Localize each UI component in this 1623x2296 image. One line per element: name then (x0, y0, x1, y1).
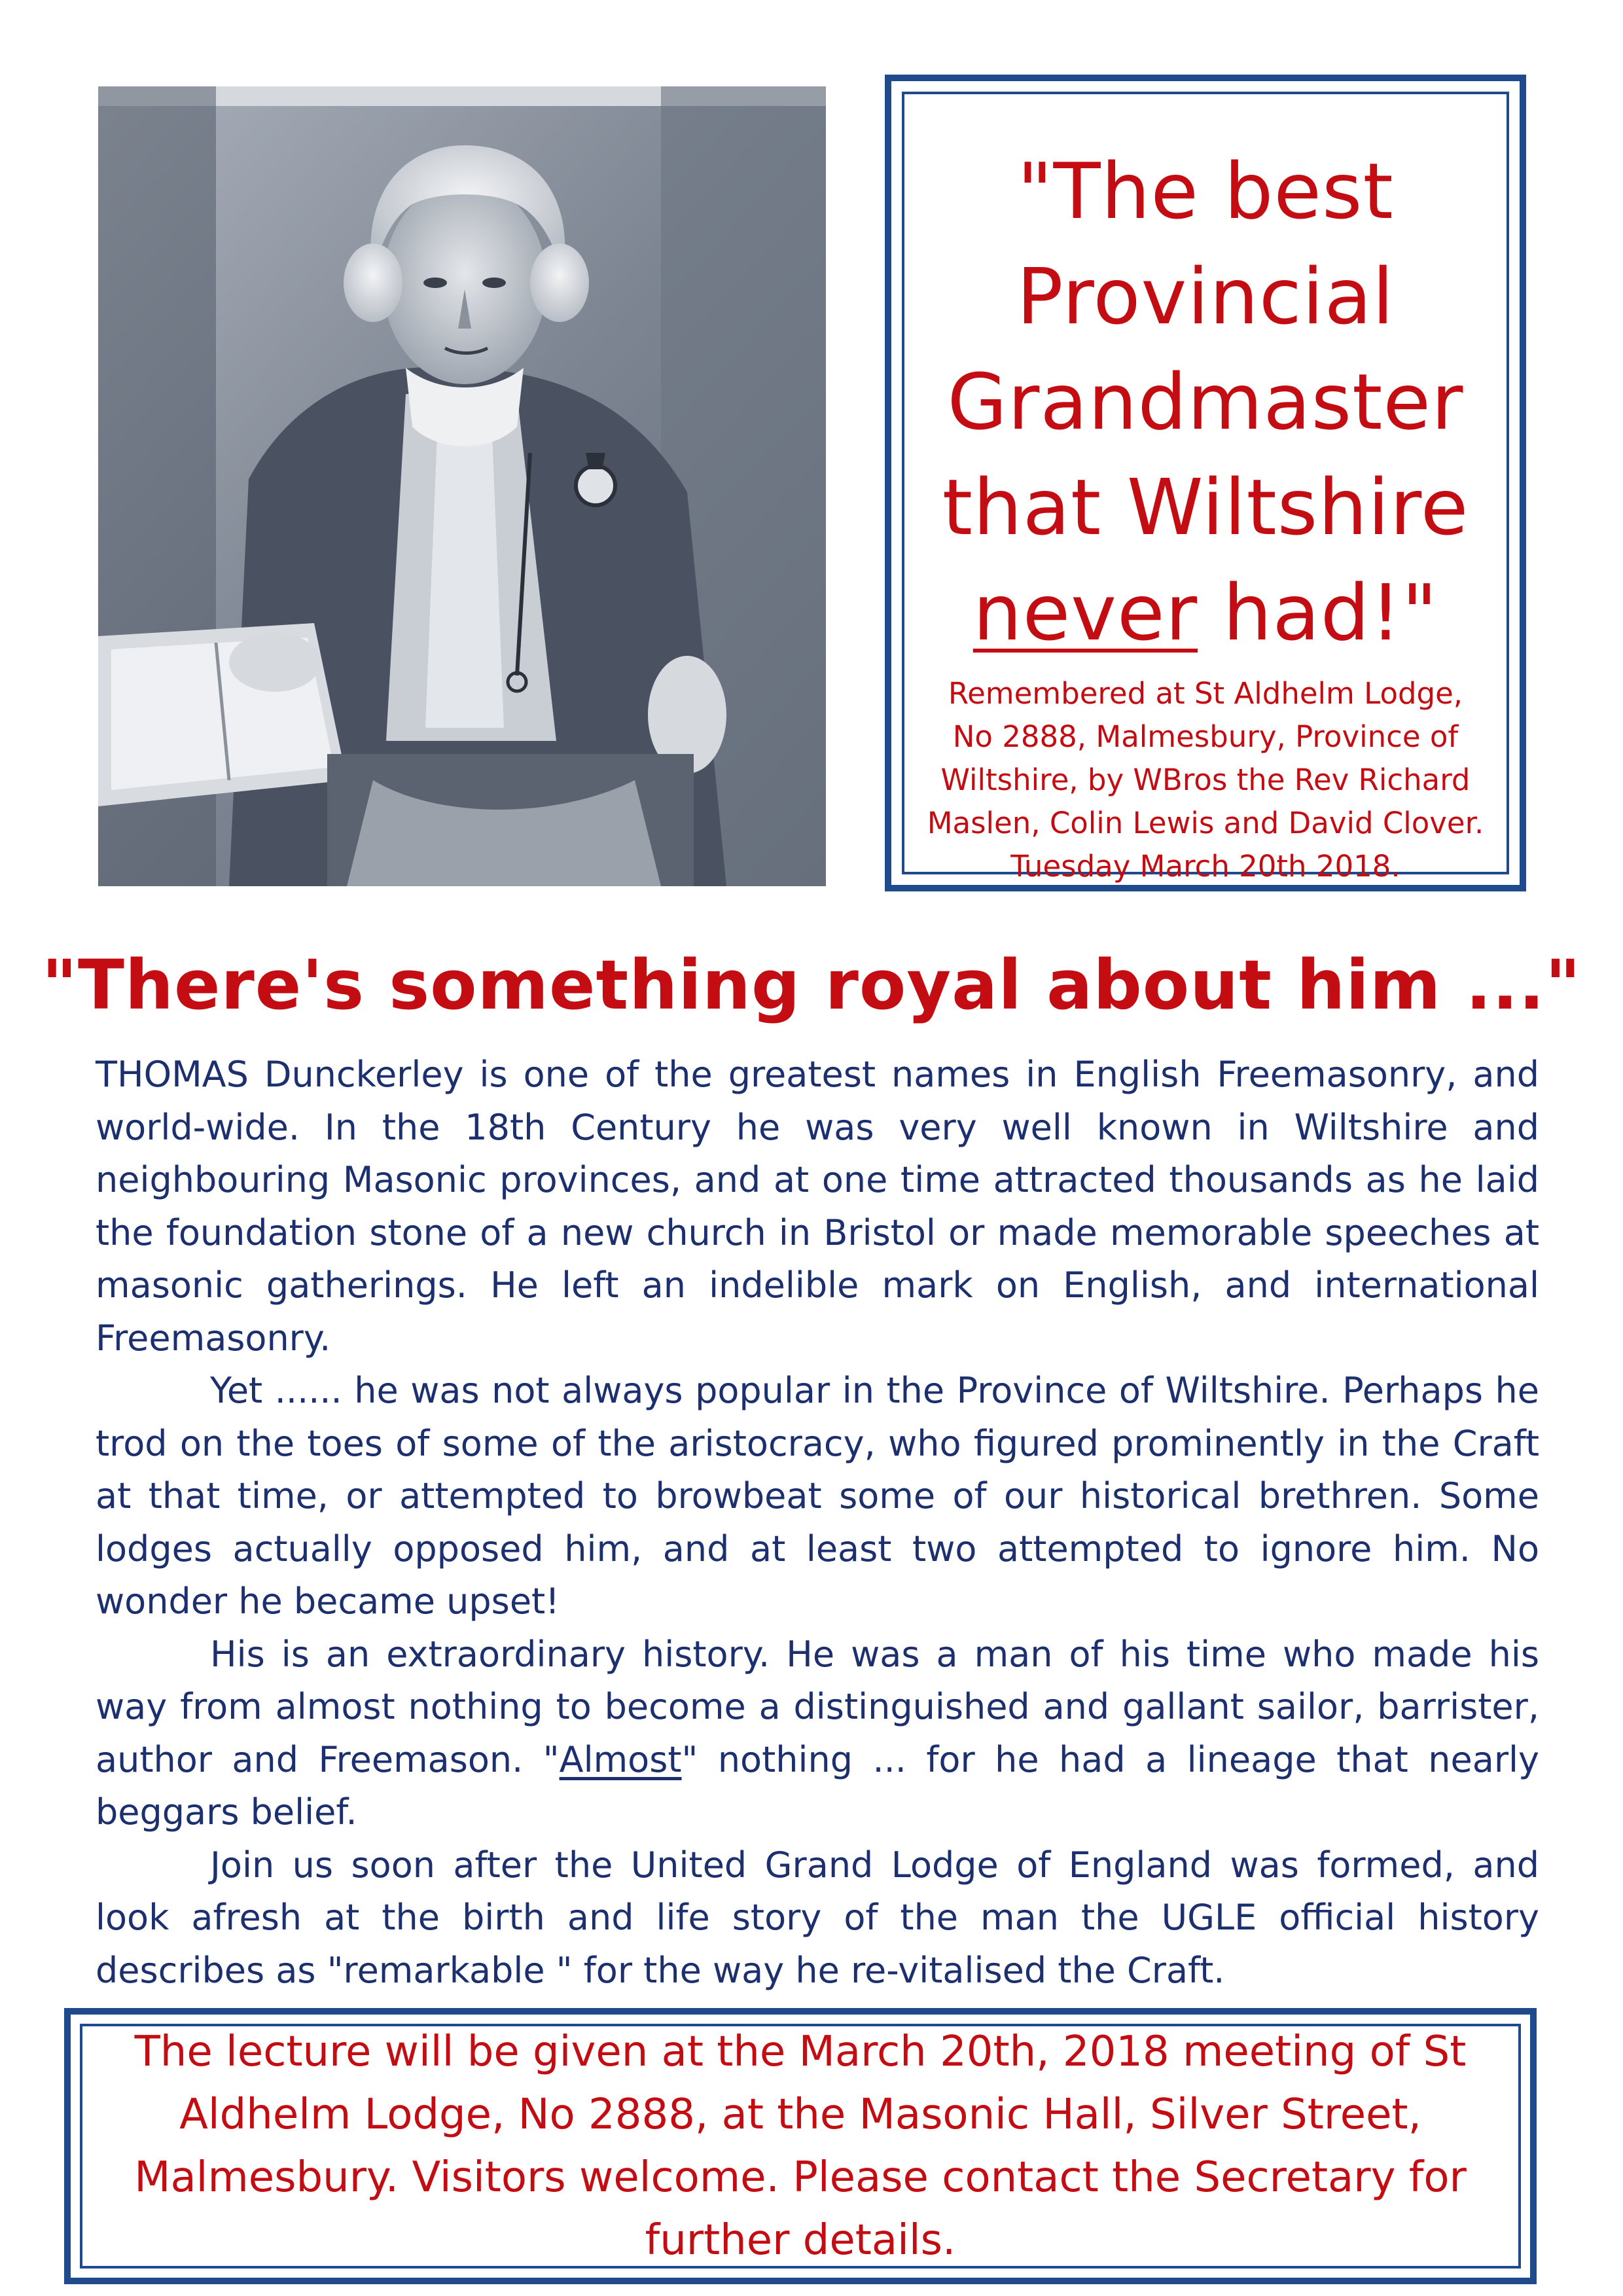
article-paragraph-4: Join us soon after the United Grand Lodge of England was formed, and look afresh at the birth and life story of the man the UGLE official history describes as "remarkable " for the way he re-vitalised the Craft. (96, 1844, 1539, 1991)
footer-box (64, 2008, 1537, 2284)
article-emphasis: Almost (559, 1738, 682, 1780)
article-paragraph-3-end: " nothing ... for he had a lineage that nearly beggars belief. (96, 1738, 1539, 1833)
portrait-image (98, 86, 826, 886)
article-paragraph-3 (96, 1628, 1539, 1839)
quote-subtitle (927, 672, 1484, 888)
article-paragraph-3-start: His is an extraordinary history. He was a man of his time who made his way from almost nothing to become a distinguished and gallant sailor, barrister, author and Freemason. " (96, 1633, 1539, 1780)
quote-line-2: Provincial (1016, 251, 1395, 342)
footer-text: The lecture will be given at the March 20th, 2018 meeting of St Aldhelm Lodge, No 2888, at the Masonic Hall, Silver Street, Malmesbury. Visitors welcome. Please contact the Secretary for further details. (134, 2028, 1467, 2265)
quote-line-4: that Wiltshire (942, 462, 1469, 552)
quote-box (885, 75, 1526, 891)
quote-sub-line-1: Remembered at St Aldhelm Lodge, (948, 676, 1463, 711)
portrait-illustration (98, 86, 826, 886)
quote-box-inner (902, 92, 1509, 884)
quote-main (942, 139, 1469, 666)
quote-line-3: Grandmaster (947, 357, 1464, 447)
quote-line-5 (942, 560, 1469, 666)
quote-sub-line-4: Maslen, Colin Lewis and David Clover. (927, 806, 1484, 840)
footer-box-inner (80, 2024, 1521, 2269)
quote-sub-line-3: Wiltshire, by WBros the Rev Richard (940, 762, 1471, 797)
quote-sub-line-5: Tuesday March 20th 2018. (1010, 849, 1400, 884)
quote-line-1: "The best (1017, 146, 1394, 236)
article-paragraph-2: Yet ...... he was not always popular in the Province of Wiltshire. Perhaps he trod on the toes of some of the aristocracy, who figured prominently in the Craft at that time, or attempted to browbeat some of our historical brethren. Some lodges actually opposed him, and at least two attempted to ignore him. No wonder he became upset! (96, 1370, 1539, 1622)
quote-emphasis: never (972, 567, 1198, 658)
quote-line-5-rest: had!" (1198, 567, 1438, 658)
article-body (96, 1049, 1539, 1997)
quote-sub-line-2: No 2888, Malmesbury, Province of (952, 719, 1459, 754)
headline: "There's something royal about him ..." (41, 945, 1582, 1025)
article-paragraph-1: THOMAS Dunckerley is one of the greatest names in English Freemasonry, and world-wide. In the 18th Century he was very well known in Wiltshire and neighbouring Masonic provinces, and at one time attracted thousands as he laid the foundation stone of a new church in Bristol or made memorable speeches at masonic gatherings. He left an indelible mark on English, and international Freemasonry. (96, 1054, 1539, 1359)
